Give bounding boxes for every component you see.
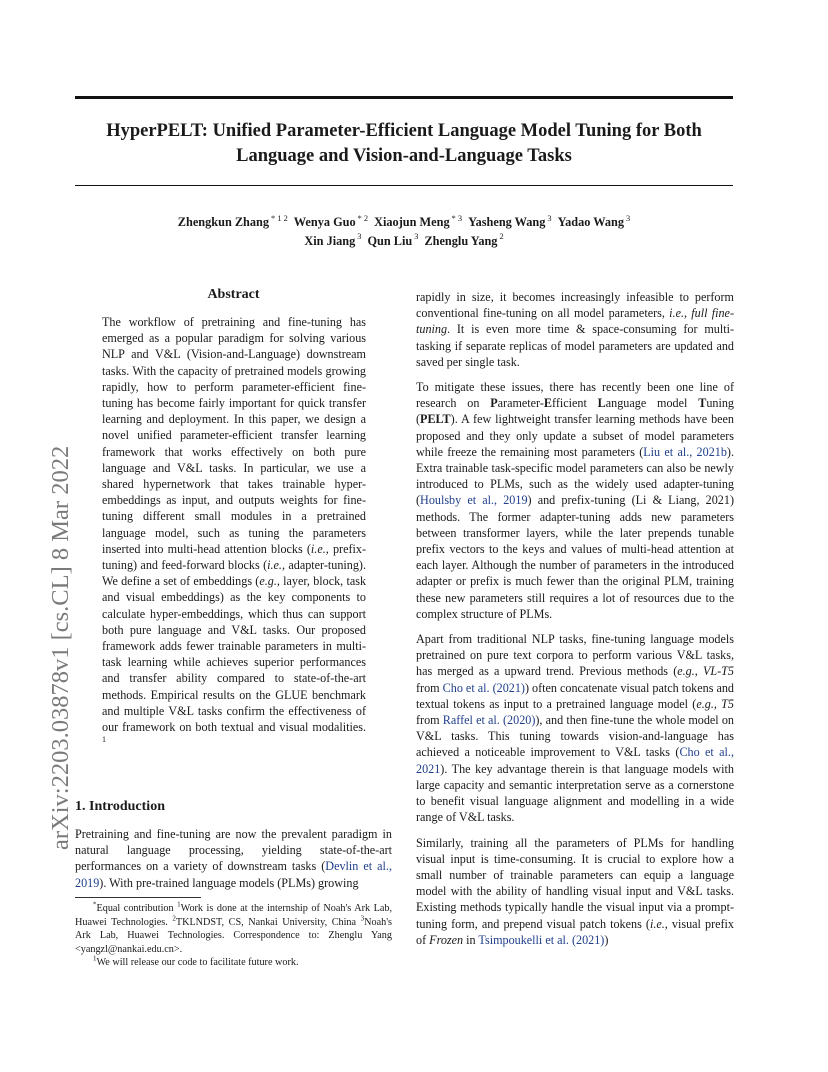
right-column (416, 289, 734, 957)
footnote-code-release: $^1$We will release our code to facilitate future work. (93, 954, 299, 968)
right-paragraph-3: Apart from traditional NLP tasks, fine-tuning language models pretrained on pure text corpora to perform various V&L tasks, has merged as a upward trend. Previous methods (e.g., VL-T5 from Cho et al. (2021)) often concatenate visual patch tokens and textual tokens as input to a pretrained language model (e.g., T5 from Raffel et al. (2020)), and then fine-tune the whole model on V&L tasks. This tuning towards vision-and-language has achieved a noticeable improvement to V&L tasks (Cho et al., 2021). The key advantage therein is that language models with large capacity and semantic interpretation serve as a cornerstone to benefit visual language alignment and modelling in a wide range of V&L tasks. (416, 632, 734, 825)
author-affiliation-marks: 3 (357, 232, 362, 242)
title-bottom-rule (75, 185, 733, 186)
author-affiliation-marks: * 1 2 (271, 213, 288, 223)
section-heading-introduction: 1. Introduction (75, 799, 165, 814)
footnotes (75, 902, 392, 970)
author-affiliation-marks: * 3 (451, 213, 463, 223)
arxiv-identifier-stamp: arXiv:2203.03878v1 [cs.CL] 8 Mar 2022 (47, 445, 74, 850)
author-1: Zhengkun Zhang $^{* 1 2}$ (177, 213, 288, 229)
author-second-row-2: Qun Liu $^3$ (367, 232, 419, 248)
paper-title (75, 119, 733, 169)
title-line-1: HyperPELT: Unified Parameter-Efficient Language Model Tuning for Both (106, 121, 702, 141)
author-row-2 (75, 232, 733, 251)
footnote-affiliations: *Equal contribution $^1$Work is done at the internship of Noah's Ark Lab, Huawei Technologies. $^2$TKLNDST, CS, Nankai University, China $^3$Noah's Ark Lab, Huawei Technologies. Correspondence to: Zhenglu Yang <yangzl@nankai.edu.cn>. (75, 900, 392, 955)
author-3: Xiaojun Meng $^{* 3}$ (374, 213, 463, 229)
title-top-rule (75, 96, 733, 99)
right-paragraph-2: To mitigate these issues, there has recently been one line of research on Parameter-Efficient Language model Tuning (PELT). A few lightweight transfer learning methods have been proposed and they only update a subset of model parameters while freeze the remaining most parameters (Liu et al., 2021b). Extra trainable task-specific model parameters can also be newly introduced to PLMs, such as the widely used adapter-tuning (Houlsby et al., 2019) and prefix-tuning (Li & Liang, 2021) methods. The former adapter-tuning adds new parameters between transformer layers, while the later prepends tunable prefix vectors to the keys and values of multi-head attention at each layer. Although the number of parameters in the introduced adapter or prefix is much fewer than the original PLM, training these new parameters still requires a lot of resources due to the complex structure of PLMs. (416, 380, 734, 621)
author-list (75, 213, 733, 250)
introduction-paragraph-1: Pretraining and fine-tuning are now the prevalent paradigm in natural language processing, yielding state-of-the-art performances on a variety of downstream tasks (Devlin et al., 2019). With pre-trained language models (PLMs) growing (75, 827, 392, 890)
author-affiliation-marks: 3 (414, 232, 419, 242)
author-affiliation-marks: 2 (499, 232, 504, 242)
footnote-separator (75, 897, 201, 898)
author-affiliation-marks: * 2 (357, 213, 369, 223)
abstract-heading: Abstract (207, 287, 260, 302)
abstract-paragraph: The workflow of pretraining and fine-tuning has emerged as a popular paradigm for solving various NLP and V&L (Vision-and-Language) downstream tasks. With the capacity of pretrained models growing rapidly, how to perform parameter-efficient fine-tuning has become fairly important for quick transfer learning and deployment. In this paper, we design a novel unified parameter-efficient transfer learning framework that works effectively on both pure language and V&L tasks. In particular, we use a shared hypernetwork that takes trainable hyper-embeddings as input, and outputs weights for fine-tuning different small modules in a pretrained language model, such as tuning the parameters inserted into multi-head attention blocks (i.e., prefix-tuning) and feed-forward blocks (i.e., adapter-tuning). We define a set of embeddings (e.g., layer, block, task and visual embeddings) as the key components to calculate hyper-embeddings, which thus can support both pure language and V&L tasks. Our proposed framework adds fewer trainable parameters in multi-task learning while achieves superior performances and transfer ability compared to state-of-the-art methods. Empirical results on the GLUE benchmark and multiple V&L tasks confirm the effectiveness of our framework on both textual and visual modalities. $^1$ (102, 315, 367, 745)
right-paragraph-1: rapidly in size, it becomes increasingly infeasible to perform conventional fine-tuning on all model parameters, i.e., full fine-tuning. It is even more time & space-consuming for multi-tasking if separate replicas of model parameters are updated and saved per single task. (416, 290, 734, 369)
author-2: Wenya Guo $^{* 2}$ (293, 213, 369, 229)
author-5: Yadao Wang $^3$ (557, 213, 631, 229)
author-second-row-3: Zhenglu Yang $^2$ (424, 232, 504, 248)
author-4: Yasheng Wang $^3$ (468, 213, 552, 229)
author-row-1 (75, 213, 733, 232)
introduction-body-left (75, 826, 392, 891)
abstract-body (102, 314, 366, 751)
author-affiliation-marks: 3 (547, 213, 552, 223)
author-affiliation-marks: 3 (626, 213, 631, 223)
right-paragraph-4: Similarly, training all the parameters of PLMs for handling visual input is time-consuming. It is crucial to explore how a small number of trainable parameters can equip a language model with the ability of handling visual input and V&L tasks. Existing methods typically handle the visual input via a prompt-tuning form, and prepend visual patch tokens (i.e., visual prefix of Frozen in Tsimpoukelli et al. (2021)) (416, 835, 734, 947)
author-second-row-1: Xin Jiang $^3$ (304, 232, 362, 248)
title-line-2: Language and Vision-and-Language Tasks (236, 146, 572, 166)
